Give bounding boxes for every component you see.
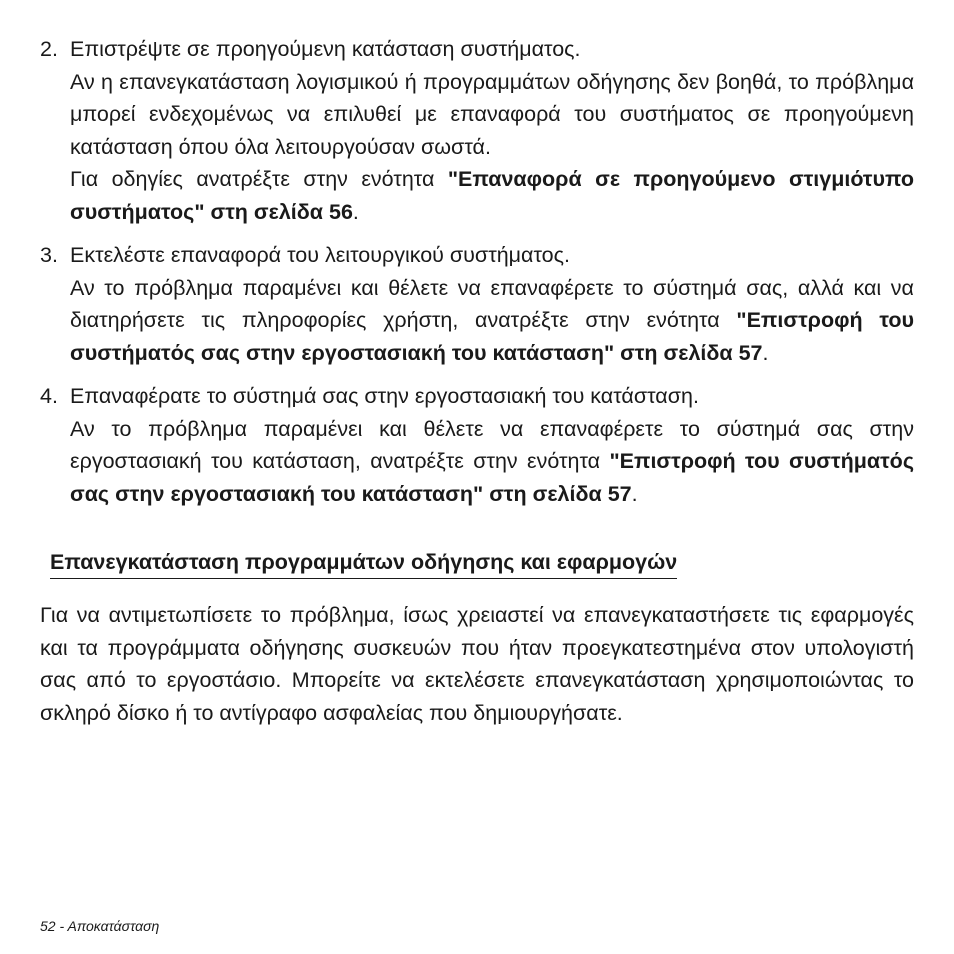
- reference-text: Για οδηγίες ανατρέξτε στην ενότητα: [70, 167, 448, 191]
- reference-link[interactable]: "Επιστροφή του συστήματός σας στην εργοστασιακή του κατάσταση" στη σελίδα 57: [70, 308, 914, 365]
- list-item-body: [70, 33, 914, 228]
- list-item-4: [40, 380, 914, 510]
- list-item-paragraph: Αν η επανεγκατάσταση λογισμικού ή προγραμμάτων οδήγησης δεν βοηθά, το πρόβλημα μπορεί ενδεχομένως να επιλυθεί με επαναφορά του συστήματος σε προηγούμενη κατάσταση όπου όλα λειτουργούσαν σωστά.: [70, 69, 914, 159]
- list-item-3: [40, 239, 914, 369]
- reference-link[interactable]: "Επιστροφή του συστήματός σας στην εργοστασιακή του κατάσταση" στη σελίδα 57: [70, 449, 914, 506]
- list-number: 4.: [40, 384, 58, 408]
- page-footer: 52 - Αποκατάσταση: [40, 918, 160, 934]
- list-number: 2.: [40, 37, 58, 61]
- list-item-lead: Επαναφέρατε το σύστημά σας στην εργοστασιακή του κατάσταση.: [70, 384, 699, 408]
- list-item-lead: Επιστρέψτε σε προηγούμενη κατάσταση συστήματος.: [70, 37, 581, 61]
- list-item-2: [40, 33, 914, 228]
- list-item-paragraph: [70, 272, 914, 370]
- reference-link[interactable]: "Επαναφορά σε προηγούμενο στιγμιότυπο συστήματος" στη σελίδα 56: [70, 167, 915, 224]
- list-item-paragraph: [70, 413, 914, 511]
- section-paragraph: Για να αντιμετωπίσετε το πρόβλημα, ίσως χρειαστεί να επανεγκαταστήσετε τις εφαρμογές και τα προγράμματα οδήγησης συσκευών που ήταν προεγκατεστημένα στον υπολογιστή σας από το εργοστάσιο. Μπορείτε να εκτελέσετε επανεγκατάσταση χρησιμοποιώντας το σκληρό δίσκο ή το αντίγραφο ασφαλείας που δημιουργήσατε.: [40, 603, 914, 725]
- list-item-body: [70, 239, 914, 369]
- paragraph-text: Αν το πρόβλημα παραμένει και θέλετε να επαναφέρετε το σύστημά σας, αλλά και να διατηρήσετε τις πληροφορίες χρήστη, ανατρέξτε στην ενότητα: [70, 275, 914, 332]
- list-item-lead: Εκτελέστε επαναφορά του λειτουργικού συστήματος.: [70, 243, 570, 267]
- reference-punct: .: [762, 340, 769, 365]
- section-heading: Επανεγκατάσταση προγραμμάτων οδήγησης και εφαρμογών: [50, 547, 677, 579]
- list-number: 3.: [40, 243, 58, 267]
- reference-punct: .: [352, 199, 359, 224]
- paragraph-text: Αν το πρόβλημα παραμένει και θέλετε να επαναφέρετε το σύστημά σας στην εργοστασιακή του κατάσταση, ανατρέξτε στην ενότητα: [70, 416, 914, 473]
- reference-punct: .: [631, 481, 638, 506]
- list-item-reference: [70, 163, 914, 228]
- document-page: [40, 33, 914, 729]
- list-item-body: [70, 380, 914, 510]
